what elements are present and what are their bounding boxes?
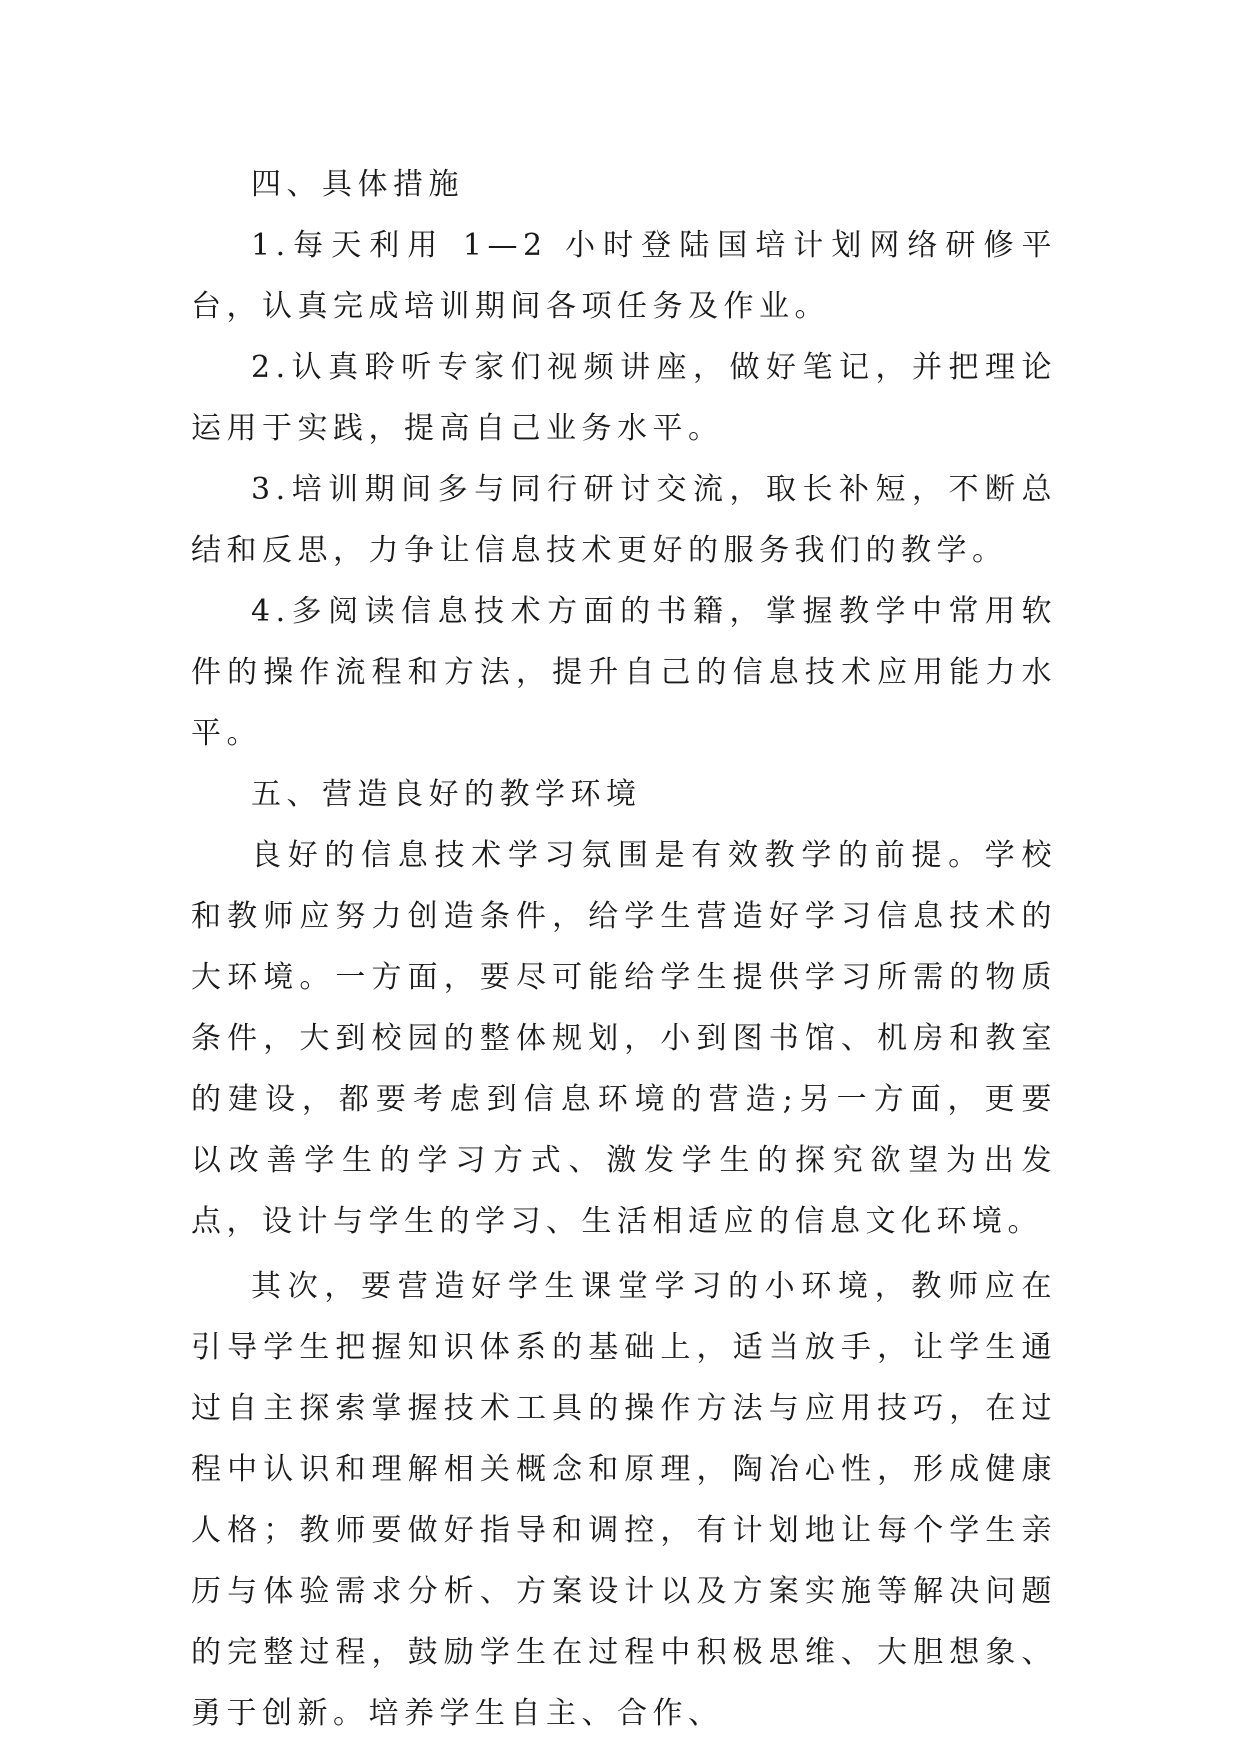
paragraph-measure-3: 3.培训期间多与同行研讨交流，取长补短，不断总结和反思，力争让信息技术更好的服务我们的教学。 bbox=[191, 472, 1057, 568]
paragraph-measure-1: 1.每天利用 1—2 小时登陆国培计划网络研修平台，认真完成培训期间各项任务及作业。 bbox=[191, 228, 1057, 324]
section-heading-environment: 五、营造良好的教学环境 bbox=[251, 777, 642, 812]
paragraph-environment-1: 良好的信息技术学习氛围是有效教学的前提。学校和教师应努力创造条件，给学生营造好学习信息技术的大环境。一方面，要尽可能给学生提供学习所需的物质条件，大到校园的整体规划，小到图书馆、机房和教室的建设，都要考虑到信息环境的营造;另一方面，更要以改善学生的学习方式、激发学生的探究欲望为出发点，设计与学生的学习、生活相适应的信息文化环境。 bbox=[191, 838, 1057, 1239]
paragraph-environment-2: 其次，要营造好学生课堂学习的小环境，教师应在引导学生把握知识体系的基础上，适当放手，让学生通过自主探索掌握技术工具的操作方法与应用技巧，在过程中认识和理解相关概念和原理，陶冶心性，形成健康人格；教师要做好指导和调控，有计划地让每个学生亲历与体验需求分析、方案设计以及方案实施等解决问题的完整过程，鼓励学生在过程中积极思维、大胆想象、勇于创新。培养学生自主、合作、 bbox=[191, 1269, 1057, 1731]
section-heading-measures: 四、具体措施 bbox=[251, 167, 464, 202]
paragraph-measure-2: 2.认真聆听专家们视频讲座，做好笔记，并把理论运用于实践，提高自己业务水平。 bbox=[191, 350, 1057, 446]
paragraph-measure-4: 4.多阅读信息技术方面的书籍，掌握教学中常用软件的操作流程和方法，提升自己的信息技术应用能力水平。 bbox=[191, 594, 1057, 751]
document-body bbox=[191, 154, 1057, 1744]
